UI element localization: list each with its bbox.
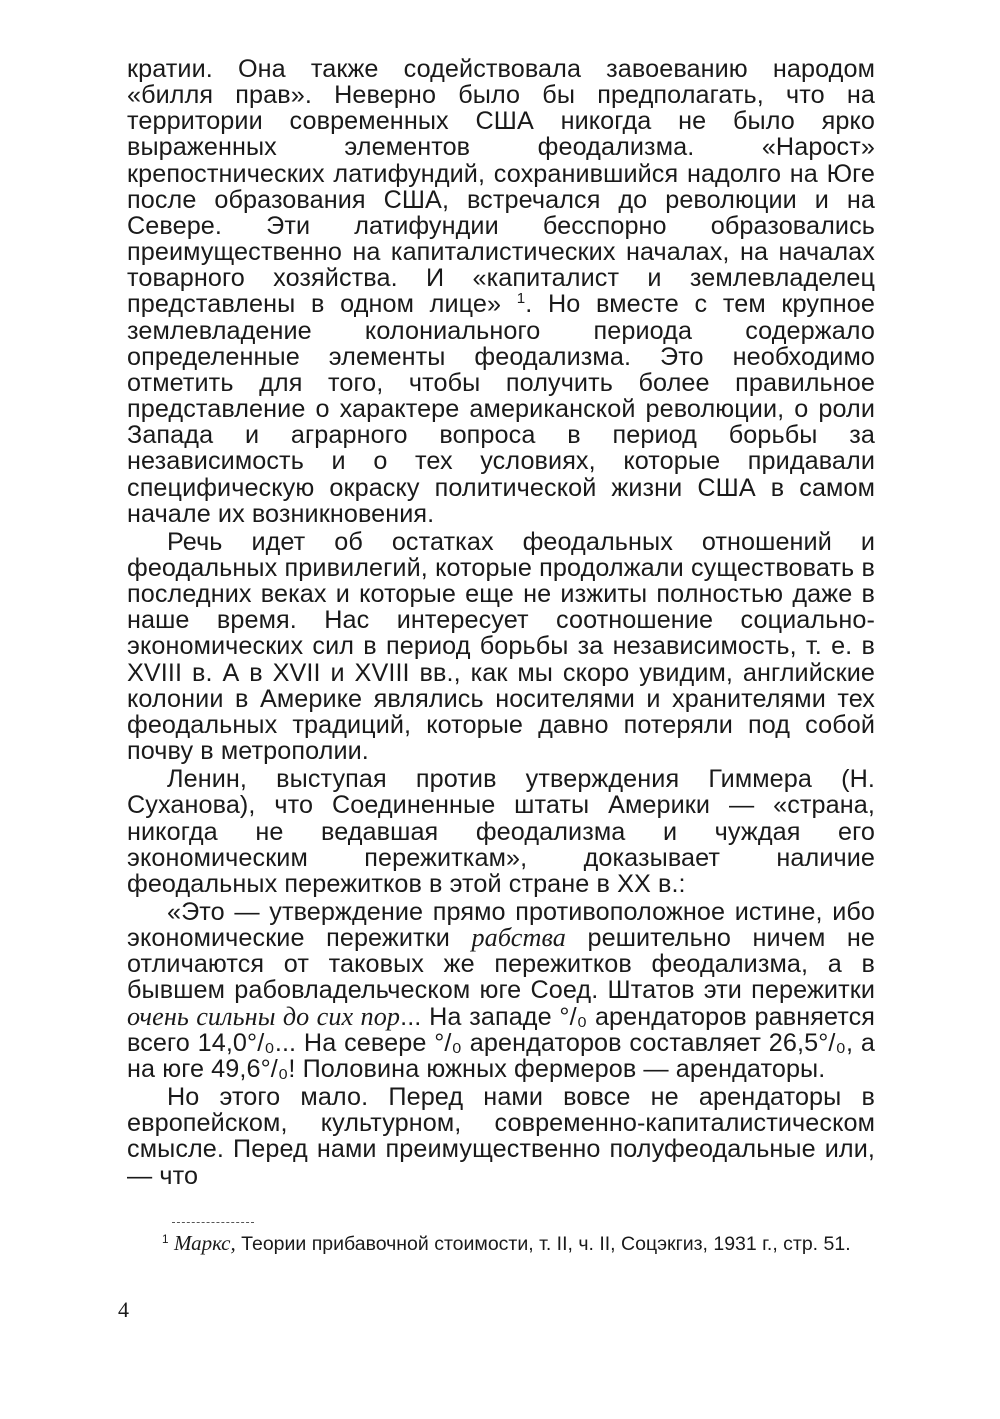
text-run: решительно ничем не отличаются от таковых же пережитков феодализма, а в бывшем рабовладельческом юге Соед. Штатов эти пережитки (127, 924, 875, 1005)
footnote-separator (172, 1222, 254, 1223)
text-run: «Это — утверждение прямо противоположное истине, ибо экономические пережитки (127, 898, 875, 953)
paragraph (127, 56, 875, 527)
footnote-reference: 1 (516, 290, 526, 308)
text-run: Речь идет об остатках феодальных отношений и феодальных привилегий, которые продолжали существовать в последних веках и которые еще не изжиты полностью даже в наше время. Нас интересует соотношение социально-экономических сил в период борьбы за независимость, т. е. в XVIII в. А в XVII и XVIII вв., как мы скоро увидим, английские колонии в Америке являлись носителями и хранителями тех феодальных традиций, которые давно потеряли под собой почву в метрополии. (127, 527, 875, 766)
text-run: кратии. Она также содействовала завоеванию народом «билля прав». Неверно было бы предполагать, что на территории современных США никогда не было ярко выраженных элементов феодализма. «Нарост» крепостнических латифундий, сохранившийся надолго на Юге после образования США, встречался до революции и на Севере. Эти латифундии бесспорно образовались преимущественно на капиталистических началах, на началах товарного хозяйства. И «капиталист и землевладелец представлены в одном лице» (127, 55, 875, 319)
paragraph (127, 766, 875, 897)
page-number: 4 (118, 1297, 129, 1322)
text-run: Ленин, выступая против утверждения Гиммера (Н. Суханова), что Соединенные штаты Америки — «страна, никогда не ведавшая феодализма и чуждая его экономическим пережиткам», доказывает наличие феодальных пережитков в этой стране в XX в.: (127, 765, 875, 898)
main-text (127, 56, 875, 1189)
text-run: ... На западе °/₀ арендаторов равняется всего 14,0°/₀... На севере °/₀ арендаторов составляет 26,5°/₀, а на юге 49,6°/₀! Половина южных фермеров — арендаторы. (127, 1002, 875, 1083)
text-run: Но этого мало. Перед нами вовсе не арендаторы в европейском, культурном, современно-капиталистическом смысле. Перед нами преимущественно полуфеодальные или, — что (127, 1083, 875, 1190)
paragraph (127, 899, 875, 1082)
footnote (120, 1230, 890, 1258)
text-run: . Но вместе с тем крупное землевладение колониального периода содержало определенные элементы феодализма. Это необходимо отметить для того, чтобы получить более правильное представление о характере американской революции, о роли Запада и аграрного вопроса в период борьбы за независимость и о тех условиях, которые придавали специфическую окраску политической жизни США в самом начале их возникновения. (127, 290, 875, 528)
paragraph (127, 1084, 875, 1189)
italic-emphasis: очень сильны до сих пор (127, 1001, 401, 1031)
footnote-marker: 1 (162, 1232, 169, 1246)
footnote-text: Теории прибавочной стоимости, т. II, ч. II, Соцэкгиз, 1931 г., стр. 51. (235, 1233, 851, 1255)
footnote-author: Маркс, (173, 1231, 236, 1255)
paragraph (127, 529, 875, 764)
italic-emphasis: рабства (471, 923, 566, 953)
